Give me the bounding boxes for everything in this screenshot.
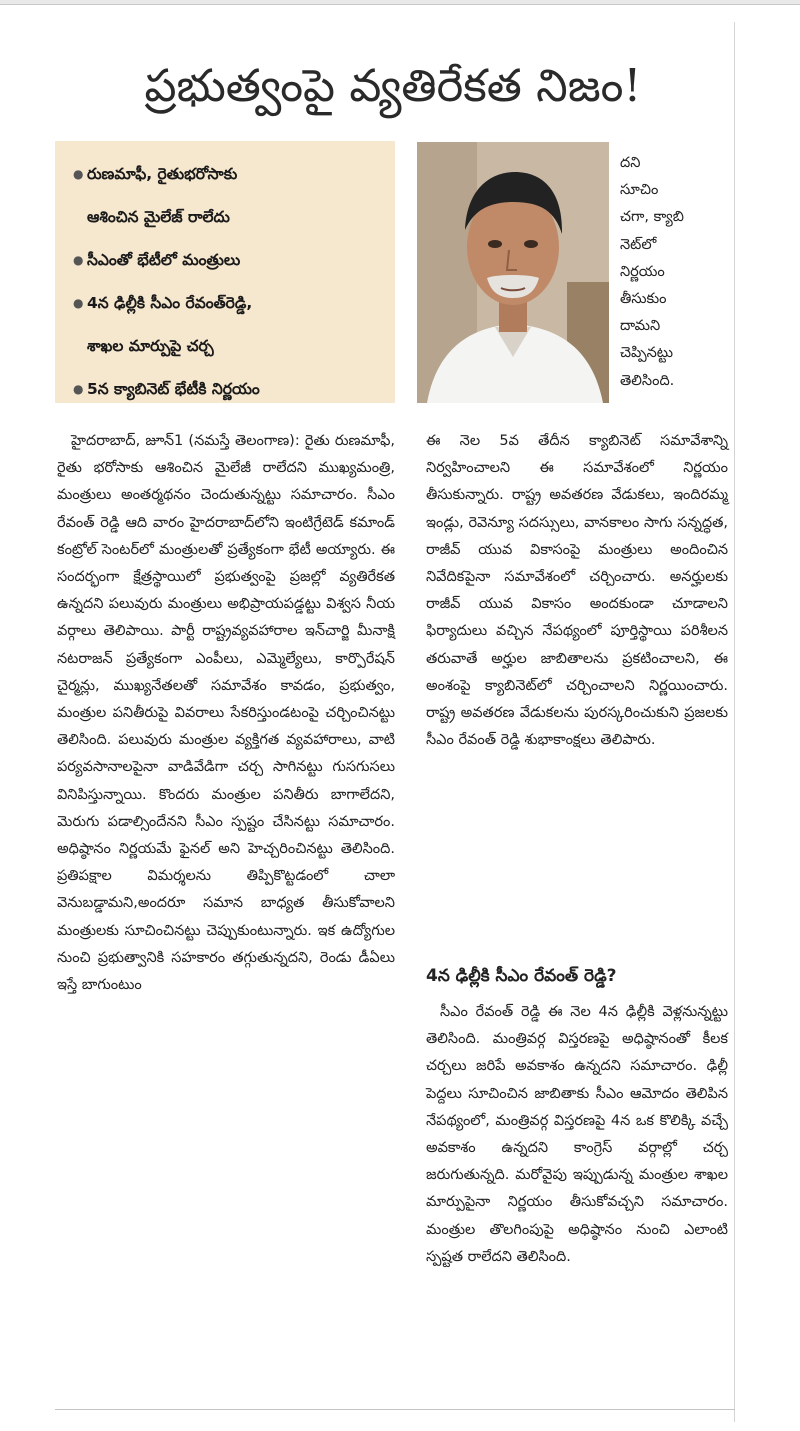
highlight-text: సీఎంతో భేటీలో మంత్రులు bbox=[87, 251, 241, 269]
highlight-item bbox=[73, 239, 387, 282]
article-body-right-column-continued: సీఎం రేవంత్ రెడ్డి ఈ నెల 4న ఢిల్లీకి వెళ్లనున్నట్టు తెలిసింది. మంత్రివర్గ విస్తరణపై అధిష్ఠానంతో కీలక చర్చలు జరిపే అవకాశం ఉన్నదని సమాచారం. ఢిల్లీ పెద్దలు సూచించిన జాబితాకు సీఎం ఆమోదం తెలిపిన నేపథ్యంలో, మంత్రివర్గ విస్తరణపై 4న ఒక కొలిక్కి వచ్చే అవకాశం ఉన్నదని కాంగ్రెస్ వర్గాల్లో చర్చ జరుగుతున్నది. మరోవైపు ఇప్పుడున్న మంత్రుల శాఖల మార్పుపైనా నిర్ణయం తీసుకోవచ్చని సమాచారం. మంత్రుల తొలగింపుపై అధిష్ఠానం నుంచి ఎలాంటి స్పష్టత రాలేదని తెలిసింది. bbox=[426, 1004, 728, 1265]
bullet-icon: ● bbox=[73, 167, 84, 181]
highlights-box bbox=[55, 141, 395, 403]
bottom-divider bbox=[55, 1409, 735, 1410]
photo-side-text: దని సూచిం చగా, క్యాబి నెట్‌లో నిర్ణయం తీసుకుం దామని చెప్పినట్టు తెలిసింది. bbox=[620, 155, 684, 389]
article-body-left-column: హైదరాబాద్, జూన్1 (నమస్తే తెలంగాణ): రైతు రుణమాఫీ, రైతు భరోసాకు ఆశించిన మైలేజీ రాలేదని ముఖ్యమంత్రి, మంత్రులు అంతర్మథనం చెందుతున్నట్టు సమాచారం. సీఎం రేవంత్ రెడ్డి ఆది వారం హైదరాబాద్‌లోని ఇంటిగ్రేటెడ్ కమాండ్ కంట్రోల్ సెంటర్‌లో మంత్రులతో ప్రత్యేకంగా భేటీ అయ్యారు. ఈ సందర్భంగా క్షేత్రస్థాయిలో ప్రభుత్వంపై ప్రజల్లో వ్యతిరేకత ఉన్నదని పలువురు మంత్రులు అభిప్రాయపడ్డట్టు విశ్వస నీయ వర్గాలు తెలిపాయి. పార్టీ రాష్ట్రవ్యవహారాల ఇన్‌చార్జి మీనాక్షి నటరాజన్ ప్రత్యేకంగా ఎంపీలు, ఎమ్మెల్యేలు, కార్పొరేషన్ చైర్మన్లు, ముఖ్యనేతలతో సమావేశం కావడం, ప్రభుత్వం, మంత్రుల పనితీరుపై వివరాలు సేకరిస్తుండటంపై చర్చించినట్టు తెలిసింది. పలువురు మంత్రుల వ్యక్తిగత వ్యవహారాలు, వాటి పర్యవసానాలపైనా వాడివేడిగా చర్చ సాగినట్టు గుసగుసలు వినిపిస్తున్నాయి. కొందరు మంత్రుల పనితీరు బాగాలేదని, మెరుగు పడాల్సిందేనని సీఎం స్పష్టం చేసినట్టు సమాచారం. అధిష్ఠానం నిర్ణయమే ఫైనల్ అని హెచ్చరించినట్టు తెలిసింది. ప్రతిపక్షాల విమర్శలను తిప్పికొట్టడంలో చాలా వెనుబడ్డామని,అందరూ సమాన బాధ్యత తీసుకోవాలని మంత్రులకు సూచించినట్టు చెప్పుకుంటున్నారు. ఇక ఉద్యోగుల నుంచి ప్రభుత్వానికి సహకారం తగ్గుతున్నదని, రెండు డీఏలు ఇస్తే బాగుంటుం bbox=[57, 433, 395, 994]
highlight-item bbox=[73, 282, 387, 325]
highlight-text: రుణమాఫీ, రైతుభరోసాకు bbox=[87, 165, 238, 183]
portrait-illustration bbox=[417, 142, 609, 403]
highlight-text-continued: ఆశించిన మైలేజ్ రాలేదు bbox=[87, 208, 230, 226]
highlight-item bbox=[73, 368, 387, 411]
right-column-divider bbox=[734, 22, 735, 1422]
highlight-item bbox=[73, 153, 387, 196]
headline: ప్రభుత్వంపై వ్యతిరేకత నిజం! bbox=[144, 59, 642, 112]
highlight-text: 4న ఢిల్లీకి సీఎం రేవంత్‌రెడ్డి, bbox=[87, 294, 253, 312]
top-divider bbox=[0, 0, 800, 5]
cm-portrait-photo bbox=[417, 142, 609, 403]
bullet-icon: ● bbox=[73, 296, 84, 310]
article-body-right-column: ఈ నెల 5వ తేదీన క్యాబినెట్ సమావేశాన్ని నిర్వహించాలని ఈ సమావేశంలో నిర్ణయం తీసుకున్నారు. రాష్ట్ర అవతరణ వేడుకలు, ఇందిరమ్మ ఇండ్లు, రెవెన్యూ సదస్సులు, వానకాలం సాగు సన్నద్ధత, రాజీవ్ యువ వికాసంపై మంత్రులు అందించిన నివేదికపైనా సమావేశంలో చర్చించారు. అనర్హులకు రాజీవ్ యువ వికాసం అందకుండా చూడాలని ఫిర్యాదులు వచ్చిన నేపథ్యంలో పూర్తిస్థాయి పరిశీలన తరువాతే అర్హుల జాబితాలను ప్రకటించాలని, ఈ అంశంపై క్యాబినెట్‌లో చర్చించాలని నిర్ణయించారు. రాష్ట్ర అవతరణ వేడుకలను పురస్కరించుకుని ప్రజలకు సీఎం రేవంత్ రెడ్డి శుభాకాంక్షలు తెలిపారు. bbox=[426, 433, 728, 749]
highlight-text-continued: శాఖల మార్పుపై చర్చ bbox=[87, 337, 214, 355]
subheading: 4న ఢిల్లీకి సీఎం రేవంత్ రెడ్డి? bbox=[426, 966, 617, 986]
bullet-icon: ● bbox=[73, 382, 84, 396]
bullet-icon: ● bbox=[73, 253, 84, 267]
highlight-text: 5న క్యాబినెట్ భేటీకి నిర్ణయం bbox=[87, 380, 260, 398]
